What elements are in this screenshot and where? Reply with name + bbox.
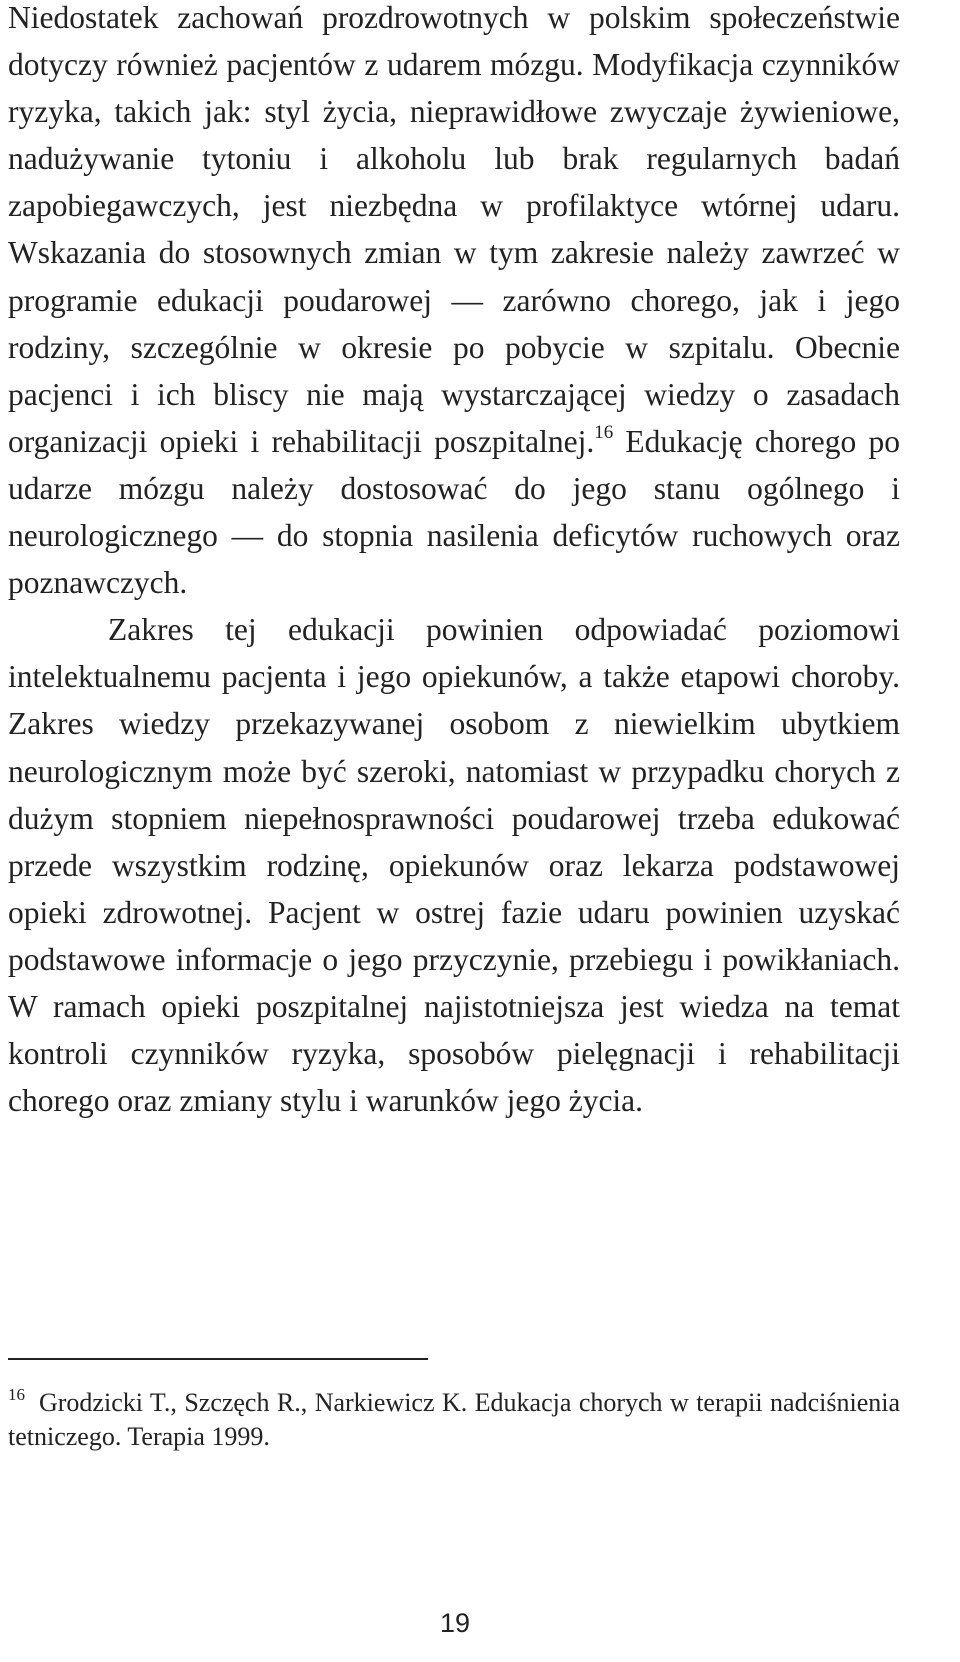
footnote bbox=[8, 1386, 900, 1454]
paragraph-text: Niedostatek zachowań prozdrowotnych w polskim społeczeństwie dotyczy również pacjentów z udarem mózgu. Modyfikacja czynników ryzyka, takich jak: styl życia, nieprawidłowe zwyczaje żywieniowe, nadużywanie tytoniu i alkoholu lub brak regularnych badań zapobiegawczych, jest niezbędna w profilaktyce wtórnej udaru. Wskazania do stosownych zmian w tym zakresie należy zawrzeć w programie edukacji poudarowej — zarówno chorego, jak i jego rodziny, szczególnie w okresie po pobycie w szpitalu. Obecnie pacjenci i ich bliscy nie mają wystarczającej wiedzy o zasadach organizacji opieki i rehabilitacji poszpitalnej. bbox=[8, 0, 900, 459]
paragraph: Zakres tej edukacji powinien odpowiadać poziomowi intelektualnemu pacjenta i jego opiekunów, a także etapowi choroby. Zakres wiedzy przekazywanej osobom z niewielkim ubytkiem neurologicznym może być szeroki, natomiast w przypadku chorych z dużym stopniem niepełnosprawności poudarowej trzeba edukować przede wszystkim rodzinę, opiekunów oraz lekarza podstawowej opieki zdrowotnej. Pacjent w ostrej fazie udaru powinien uzyskać podstawowe informacje o jego przyczynie, przebiegu i powikłaniach. W ramach opieki poszpitalnej najistotniejsza jest wiedza na temat kontroli czynników ryzyka, sposobów pielęgnacji i rehabilitacji chorego oraz zmiany stylu i warunków jego życia. bbox=[8, 612, 900, 1119]
footnote-text: Grodzicki T., Szczęch R., Narkiewicz K. Edukacja chorych w terapii nadciśnienia tetniczego. Terapia 1999. bbox=[8, 1388, 900, 1451]
page-body bbox=[8, 0, 900, 1124]
footnote-separator bbox=[8, 1358, 428, 1360]
paragraph-text: Edukację chorego po udarze mózgu należy dostosować do jego stanu ogólnego i neurologicznego — do stopnia nasilenia deficytów ruchowych oraz poznawczych. bbox=[8, 423, 900, 601]
paragraph bbox=[8, 0, 900, 606]
page-number: 19 bbox=[439, 1608, 471, 1638]
footnote-reference[interactable]: 16 bbox=[594, 421, 614, 443]
footnote-number: 16 bbox=[8, 1385, 25, 1404]
